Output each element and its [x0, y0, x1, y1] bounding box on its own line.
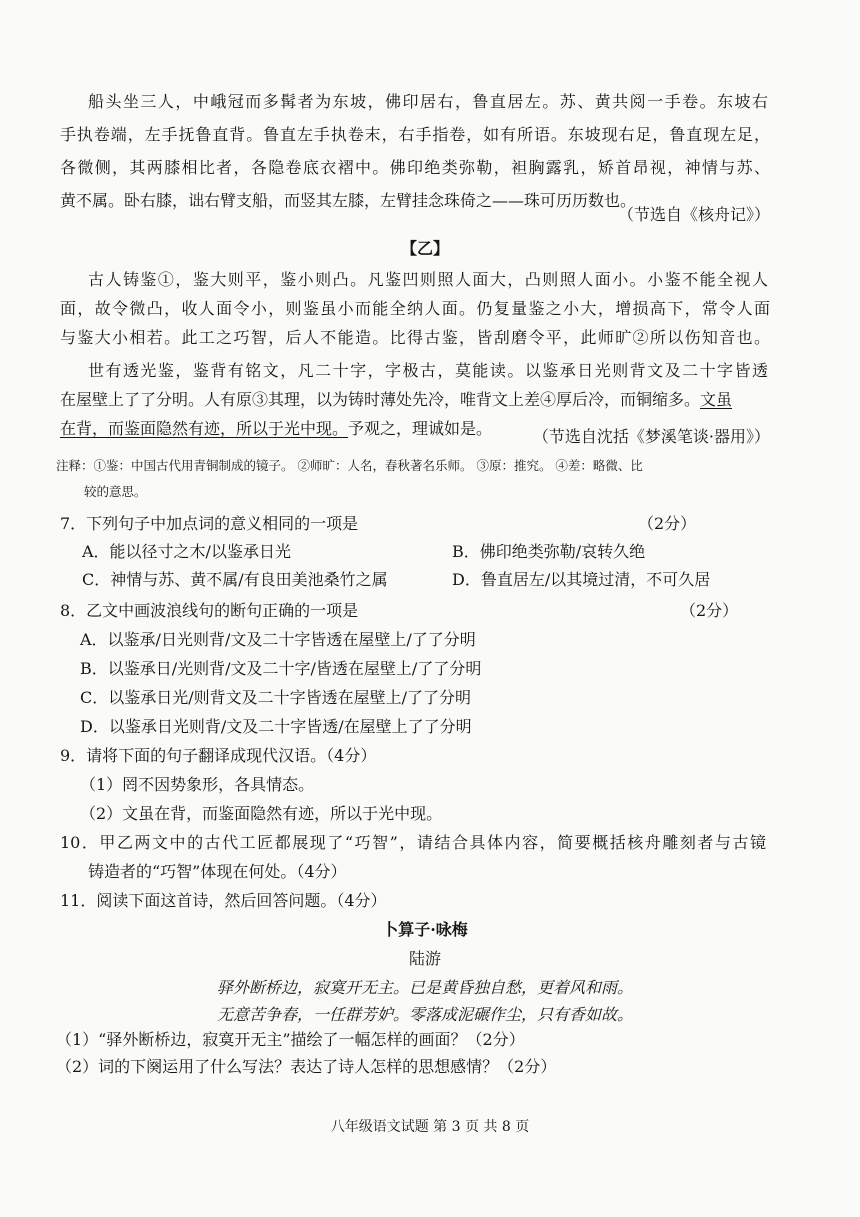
- poem-line-1: 驿外断桥边，寂寞开无主。已是黄昏独自愁，更着风和雨。: [216, 978, 633, 997]
- q9-sentence-1: （1）罔不因势象形，各具情态。: [80, 775, 315, 794]
- passage-a-line-4: 黄不属。卧右膝，诎右臂支船，而竖其左膝，左臂挂念珠倚之——珠可历历数也。: [60, 191, 637, 210]
- passage-b-underlined-sentence: 在背，而鉴面隐然有迹，所以于光中现。: [60, 419, 349, 438]
- passage-b-line-6-tail: 予观之，理诚如是。: [348, 419, 493, 438]
- passage-a-line-1: 船头坐三人，中峨冠而多髯者为东坡，佛印居右，鲁直居左。苏、黄共阅一手卷。东坡右: [88, 92, 768, 111]
- passage-b-line-5-text: 在屋壁上了了分明。人有原③其理，以为铸时薄处先冷，唯背文上差④厚后冷，而铜缩多。: [60, 390, 701, 409]
- passage-a-line-3: 各微侧，其两膝相比者，各隐卷底衣褶中。佛印绝类弥勒，袒胸露乳，矫首昂视，神情与苏、: [60, 158, 770, 177]
- q8-option-c[interactable]: C．以鉴承日光/则背文及二十字皆透在屋壁上/了了分明: [80, 688, 472, 707]
- passage-b-line-1: 古人铸鉴①，鉴大则平，鉴小则凸。凡鉴凹则照人面大，凸则照人面小。小鉴不能全视人: [88, 270, 768, 289]
- q8-stem: 8．乙文中画波浪线句的断句正确的一项是: [60, 601, 359, 620]
- q7-option-a[interactable]: A．能以径寸之木/以鉴承日光: [82, 542, 291, 561]
- q8-score: （2分）: [680, 601, 739, 620]
- q7-option-c[interactable]: C．神情与苏、黄不属/有良田美池桑竹之属: [82, 570, 388, 589]
- passage-b-heading: 【乙】: [400, 239, 449, 258]
- poem-title: 卜算子·咏梅: [382, 920, 468, 939]
- passage-a-source: （节选自《核舟记》）: [617, 205, 770, 224]
- q9-sentence-2: （2）文虽在背，而鉴面隐然有迹，所以于光中现。: [80, 804, 443, 823]
- q8-option-b[interactable]: B．以鉴承日/光则背/文及二十字/皆透在屋壁上/了了分明: [80, 659, 482, 678]
- notes-line-1: 注释：①鉴：中国古代用青铜制成的镜子。 ②师旷：人名，春秋著名乐师。 ③原：推究。 ④差：略微、比: [56, 458, 643, 473]
- q10-line-1: 10．甲乙两文中的古代工匠都展现了“巧智”，请结合具体内容，简要概括核舟雕刻者与古镜: [60, 833, 766, 852]
- passage-b-line-5: [60, 390, 733, 410]
- passage-a-line-2: 手执卷端，左手抚鲁直背。鲁直左手执卷末，右手指卷，如有所语。东坡现右足，鲁直现左足，: [60, 125, 770, 144]
- q7-stem: 7．下列句子中加点词的意义相同的一项是: [60, 514, 359, 533]
- q7-option-b[interactable]: B．佛印绝类弥勒/哀转久绝: [452, 542, 646, 561]
- q8-option-a[interactable]: A．以鉴承/日光则背/文及二十字皆透在屋壁上/了了分明: [80, 630, 476, 649]
- q7-option-d[interactable]: D．鲁直居左/以其境过清，不可久居: [452, 570, 711, 589]
- passage-b-line-5-underlined: 文虽: [700, 390, 733, 409]
- notes-line-2: 较的意思。: [84, 484, 147, 499]
- q11-sub-1: （1）“驿外断桥边，寂寞开无主”描绘了一幅怎样的画面？（2分）: [56, 1030, 525, 1049]
- page-footer: 八年级语文试题 第 3 页 共 8 页: [330, 1119, 530, 1135]
- q11-sub-2: （2）词的下阕运用了什么写法？表达了诗人怎样的思想感情？（2分）: [56, 1057, 557, 1076]
- passage-b-line-2: 面，故令微凸，收人面令小，则鉴虽小而能全纳人面。仍复量鉴之小大，增损高下，常令人面: [60, 299, 770, 318]
- passage-b-line-3: 与鉴大小相若。此工之巧智，后人不能造。比得古鉴，皆刮磨令平，此师旷②所以伤知音也。: [60, 328, 770, 347]
- q9-stem: 9．请将下面的句子翻译成现代汉语。（4分）: [60, 746, 377, 765]
- passage-b-line-4: 世有透光鉴，鉴背有铭文，凡二十字，字极古，莫能读。以鉴承日光则背文及二十字皆透: [88, 361, 768, 380]
- poem-line-2: 无意苦争春，一任群芳妒。零落成泥碾作尘，只有香如故。: [216, 1005, 633, 1024]
- q10-line-2: 铸造者的“巧智”体现在何处。（4分）: [88, 862, 347, 881]
- poem-author: 陆游: [408, 949, 441, 968]
- passage-b-source: （节选自沈括《梦溪笔谈·器用》）: [532, 427, 770, 446]
- q7-score: （2分）: [638, 514, 697, 533]
- q8-option-d[interactable]: D．以鉴承日光则背/文及二十字皆透/在屋壁上了了分明: [80, 717, 472, 736]
- q11-stem: 11．阅读下面这首诗，然后回答问题。（4分）: [60, 891, 387, 910]
